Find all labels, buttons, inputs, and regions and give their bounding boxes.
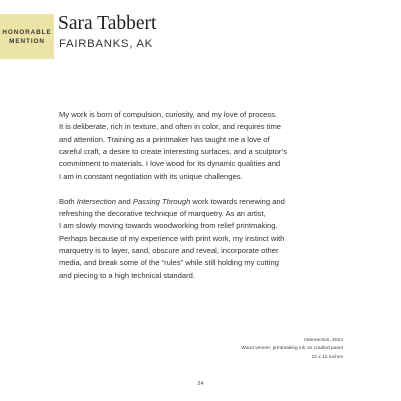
artwork-title-passing-through: Passing Through [132, 196, 191, 206]
statement-text: Both [59, 196, 77, 206]
award-line-2: MENTION [9, 37, 45, 45]
statement-line: I am slowly moving towards woodworking from relief printmaking. [59, 221, 278, 231]
artwork-caption [241, 337, 343, 362]
honorable-mention-badge [0, 14, 54, 59]
statement-line: marquetry is to layer, sand, obscure and reveal, incorporate other [59, 246, 279, 256]
statement-line: careful craft, a desire to create interesting surfaces, and a sculptor’s [59, 147, 288, 157]
artwork-title-intersection: Intersection [76, 196, 116, 206]
statement-line: media, and break some of the “rules” while still holding my cutting [59, 258, 279, 268]
statement-line: My work is born of compulsion, curiosity, and my love of process. [59, 110, 278, 119]
statement-line: Perhaps because of my experience with print work, my instinct with [59, 233, 285, 243]
caption-medium: Wood veneer, printmaking ink on cradled panel [241, 346, 343, 352]
page-number: 24 [197, 381, 204, 387]
statement-line: commitment to materials. I love wood for its dynamic qualities and [59, 159, 281, 169]
statement-text: work towards renewing and [190, 196, 285, 206]
artist-statement [59, 109, 394, 282]
caption-title: Intersection, 2024 [304, 338, 343, 343]
statement-line: I am in constant negotiation with its unique challenges. [59, 171, 243, 181]
statement-line [59, 196, 394, 208]
statement-text: and [116, 196, 133, 206]
statement-line: It is deliberate, rich in texture, and often in color, and requires time [59, 122, 282, 132]
statement-line: and attention. Training as a printmaker has taught me a love of [59, 134, 270, 144]
caption-dimensions: 12 x 12 inches [311, 354, 343, 360]
artist-location: FAIRBANKS, AK [59, 38, 153, 50]
statement-line: and piecing to a high technical standard. [59, 270, 195, 280]
paragraph-gap [59, 183, 394, 196]
statement-line: refreshing the decorative technique of marquetry. As an artist, [59, 209, 266, 219]
award-line-1: HONORABLE [2, 28, 52, 36]
artist-name: Sara Tabbert [58, 13, 157, 34]
